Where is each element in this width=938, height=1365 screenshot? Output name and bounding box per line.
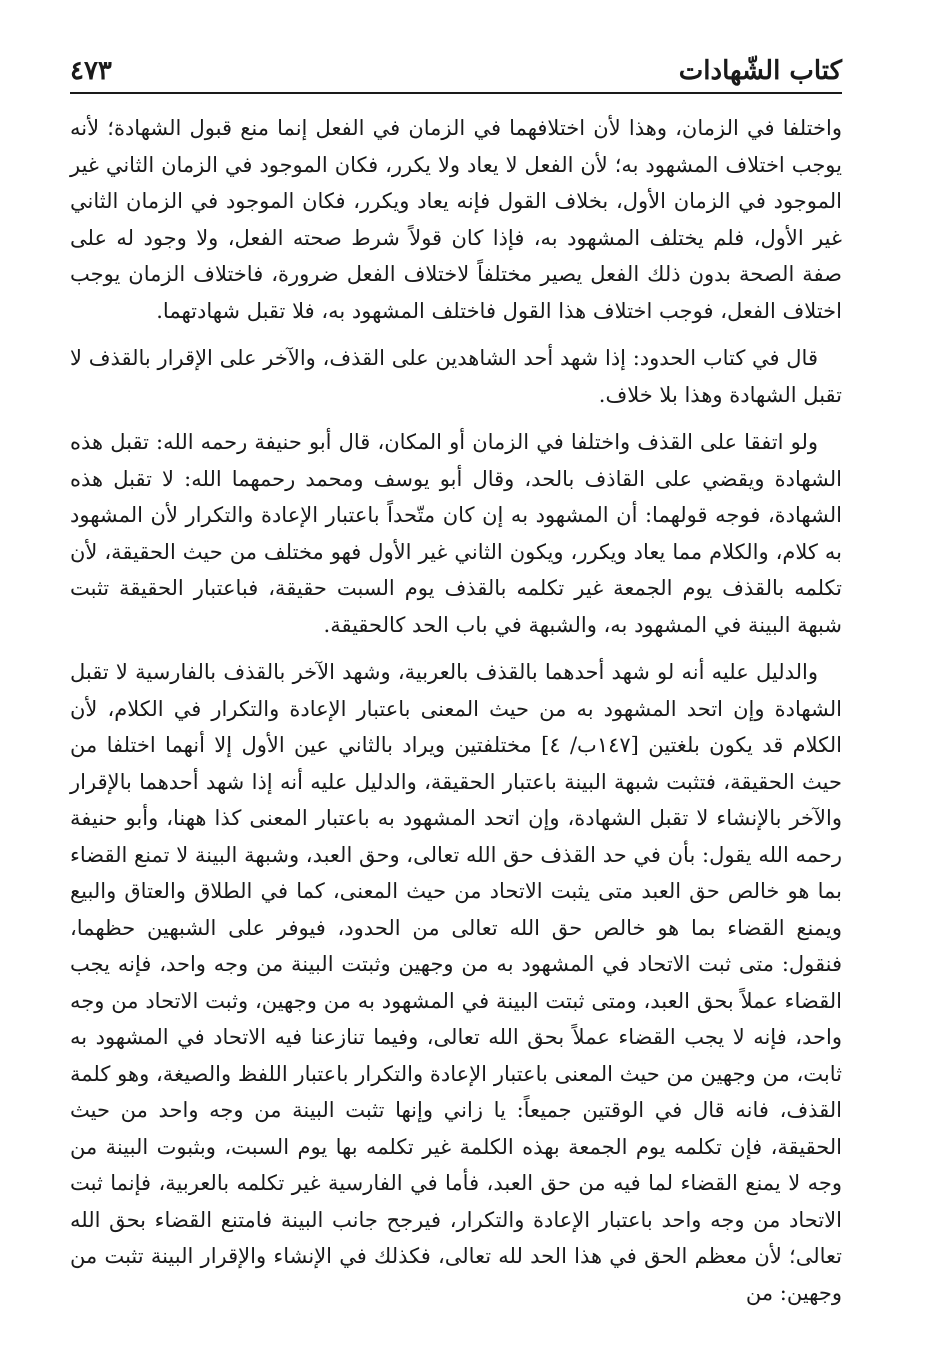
- paragraph-2: قال في كتاب الحدود: إذا شهد أحد الشاهدين على القذف، والآخر على الإقرار بالقذف لا تقبل الشهادة وهذا بلا خلاف.: [70, 346, 842, 407]
- paragraph-3: ولو اتفقا على القذف واختلفا في الزمان أو المكان، قال أبو حنيفة رحمه الله: تقبل هذه الشهادة ويقضي على القاذف بالحد، وقال أبو يوسف ومحمد رحمهما الله: لا تقبل هذه الشهادة، فوجه قولهما: أن المشهود به إن كان متّحداً باعتبار الإعادة والتكرار لأن المشهود به كلام، والكلام مما يعاد ويكرر، ويكون الثاني غير الأول فهو مختلف من حيث الحقيقة، لأن تكلمه بالقذف يوم الجمعة غير تكلمه بالقذف يوم السبت حقيقة، فباعتبار الحقيقة تثبت شبهة البينة في المشهود به، والشبهة في باب الحد كالحقيقة.: [70, 430, 842, 637]
- body-text: [70, 110, 842, 1311]
- page-header: [70, 30, 842, 94]
- page-number: ٤٧٣: [70, 56, 112, 86]
- paragraph-1: واختلفا في الزمان، وهذا لأن اختلافهما في الزمان في الفعل إنما منع قبول الشهادة؛ لأنه يوجب اختلاف المشهود به؛ لأن الفعل لا يعاد ولا يكرر، فكان الموجود في الزمان الثاني غير الموجود في الزمان الأول، بخلاف القول فإنه يعاد ويكرر، فكان الموجود في الزمان الثاني غير الأول، فلم يختلف المشهود به، فإذا كان قولاً شرط صحته الفعل، ولا وجود له على صفة الصحة بدون ذلك الفعل يصير مختلفاً لاختلاف الفعل ضرورة، فاختلاف الزمان يوجب اختلاف الفعل، فوجب اختلاف هذا القول فاختلف المشهود به، فلا تقبل شهادتهما.: [70, 116, 842, 323]
- running-title: كتاب الشّهادات: [678, 56, 842, 86]
- paragraph-4: والدليل عليه أنه لو شهد أحدهما بالقذف بالعربية، وشهد الآخر بالقذف بالفارسية لا تقبل الشهادة وإن اتحد المشهود به من حيث المعنى باعتبار الإعادة والتكرار في الكلام، لأن الكلام قد يكون بلغتين [١٤٧ب/ ٤] مختلفتين ويراد بالثاني عين الأول إلا أنهما اختلفا من حيث الحقيقة، فتثبت شبهة البينة باعتبار الحقيقة، والدليل عليه أنه إذا شهد أحدهما بالإقرار والآخر بالإنشاء لا تقبل الشهادة، وإن اتحد المشهود به باعتبار المعنى كذا ههنا، وأبو حنيفة رحمه الله يقول: بأن في حد القذف حق الله تعالى، وحق العبد، وشبهة البينة لا تمنع القضاء بما هو خالص حق العبد متى يثبت الاتحاد من حيث المعنى، كما في الطلاق والعتاق والبيع ويمنع القضاء بما هو خالص حق الله تعالى من الحدود، فيوفر على الشبهين حظهما، فنقول: متى ثبت الاتحاد في المشهود به من وجهين وثبتت البينة من وجه واحد، فإنه يجب القضاء عملاً بحق العبد، ومتى ثبتت البينة في المشهود به من وجهين، وثبت الاتحاد من وجه واحد، فإنه لا يجب القضاء عملاً بحق الله تعالى، وفيما تنازعنا فيه الاتحاد في المشهود به ثابت، من وجهين من حيث المعنى باعتبار الإعادة والتكرار باعتبار اللفظ والصيغة، وهو كلمة القذف، فانه قال في الوقتين جميعاً: يا زاني وإنها تثبت البينة من وجه واحد من حيث الحقيقة، فإن تكلمه يوم الجمعة بهذه الكلمة غير تكلمه بها يوم السبت، وبثبوت البينة من وجه لا يمنع القضاء لما فيه من حق العبد، فأما في الفارسية غير تكلمه بالعربية، فإنما ثبت الاتحاد من وجه واحد باعتبار الإعادة والتكرار، فيرجح جانب البينة فامتنع القضاء بحق الله تعالى؛ لأن معظم الحق في هذا الحد لله تعالى، فكذلك في الإنشاء والإقرار البينة تثبت من وجهين: من: [70, 660, 843, 1305]
